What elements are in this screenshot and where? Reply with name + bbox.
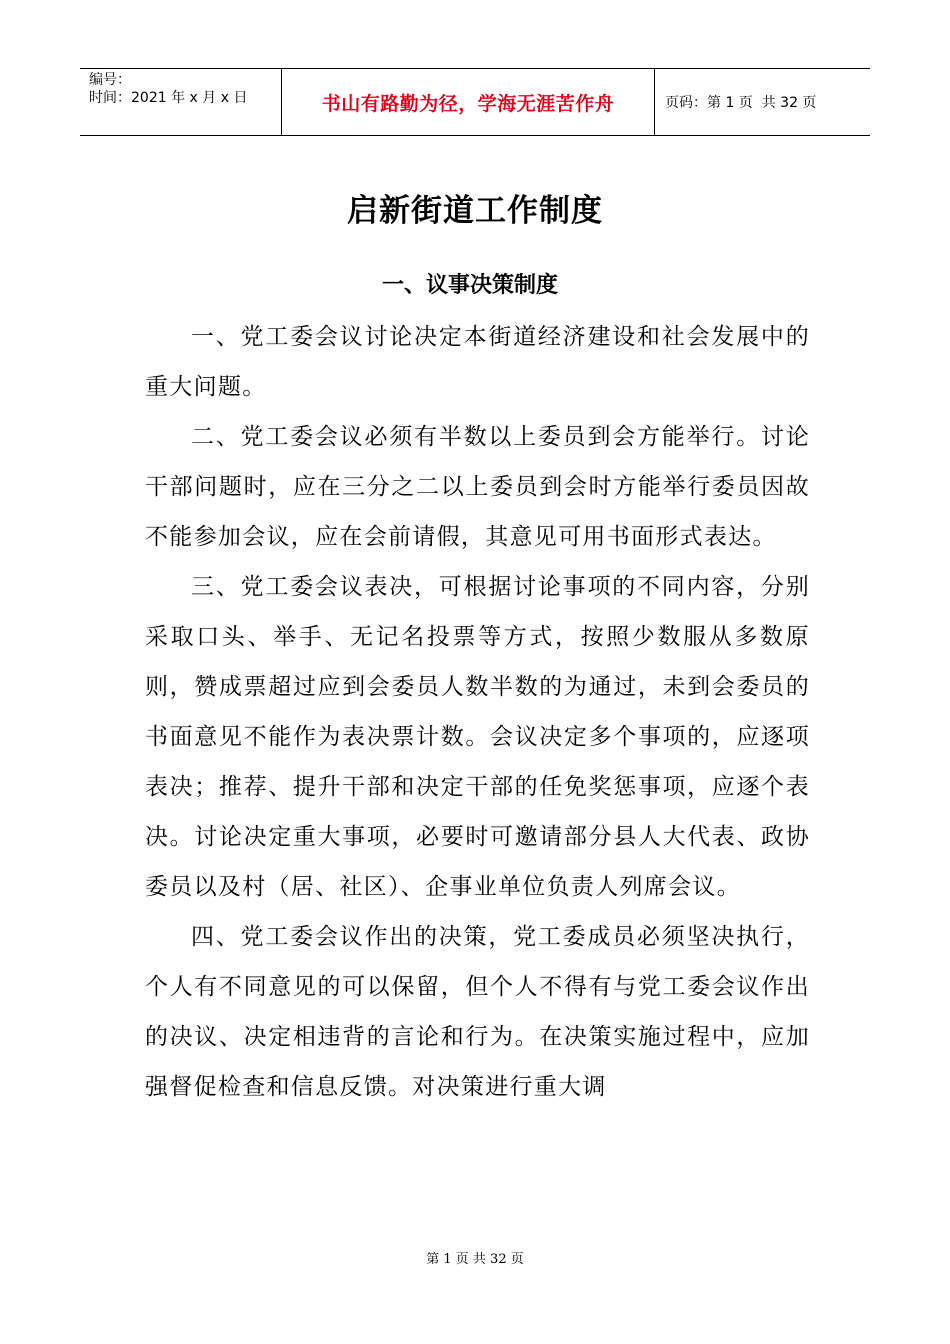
paragraph-4: 四、党工委会议作出的决策，党工委成员必须坚决执行，个人有不同意见的可以保留，但个人不得有与党工委会议作出的决议、决定相违背的言论和行为。在决策实施过程中，应加强督促检查和信息反馈。对决策进行重大调 bbox=[145, 924, 810, 1100]
document-number-label: 编号： bbox=[89, 72, 131, 88]
paragraph-1: 一、党工委会议讨论决定本街道经济建设和社会发展中的重大问题。 bbox=[145, 324, 810, 400]
document-time-label: 时间：2021 年 x 月 x 日 bbox=[89, 90, 248, 106]
section-heading: 一、议事决策制度 bbox=[381, 273, 558, 298]
document-body bbox=[145, 312, 810, 1112]
motto-text: 书山有路勤为径，学海无涯苦作舟 bbox=[321, 92, 615, 115]
header-motto-cell bbox=[282, 69, 655, 135]
header-page-info: 页码：第 1 页 共 32 页 bbox=[665, 95, 817, 111]
document-title: 启新街道工作制度 bbox=[347, 193, 603, 229]
page-footer: 第 1 页 共 32 页 bbox=[426, 1252, 524, 1267]
header-meta-cell bbox=[80, 69, 282, 135]
paragraph-2: 二、党工委会议必须有半数以上委员到会方能举行。讨论干部问题时，应在三分之二以上委员到会时方能举行委员因故不能参加会议，应在会前请假，其意见可用书面形式表达。 bbox=[145, 424, 810, 550]
header-page-cell bbox=[655, 69, 870, 135]
paragraph-3: 三、党工委会议表决，可根据讨论事项的不同内容，分别采取口头、举手、无记名投票等方式，按照少数服从多数原则，赞成票超过应到会委员人数半数的为通过，未到会委员的书面意见不能作为表决票计数。会议决定多个事项的，应逐项表决；推荐、提升干部和决定干部的任免奖惩事项，应逐个表决。讨论决定重大事项，必要时可邀请部分县人大代表、政协委员以及村（居、社区）、企事业单位负责人列席会议。 bbox=[145, 574, 810, 900]
header-table bbox=[80, 68, 870, 136]
